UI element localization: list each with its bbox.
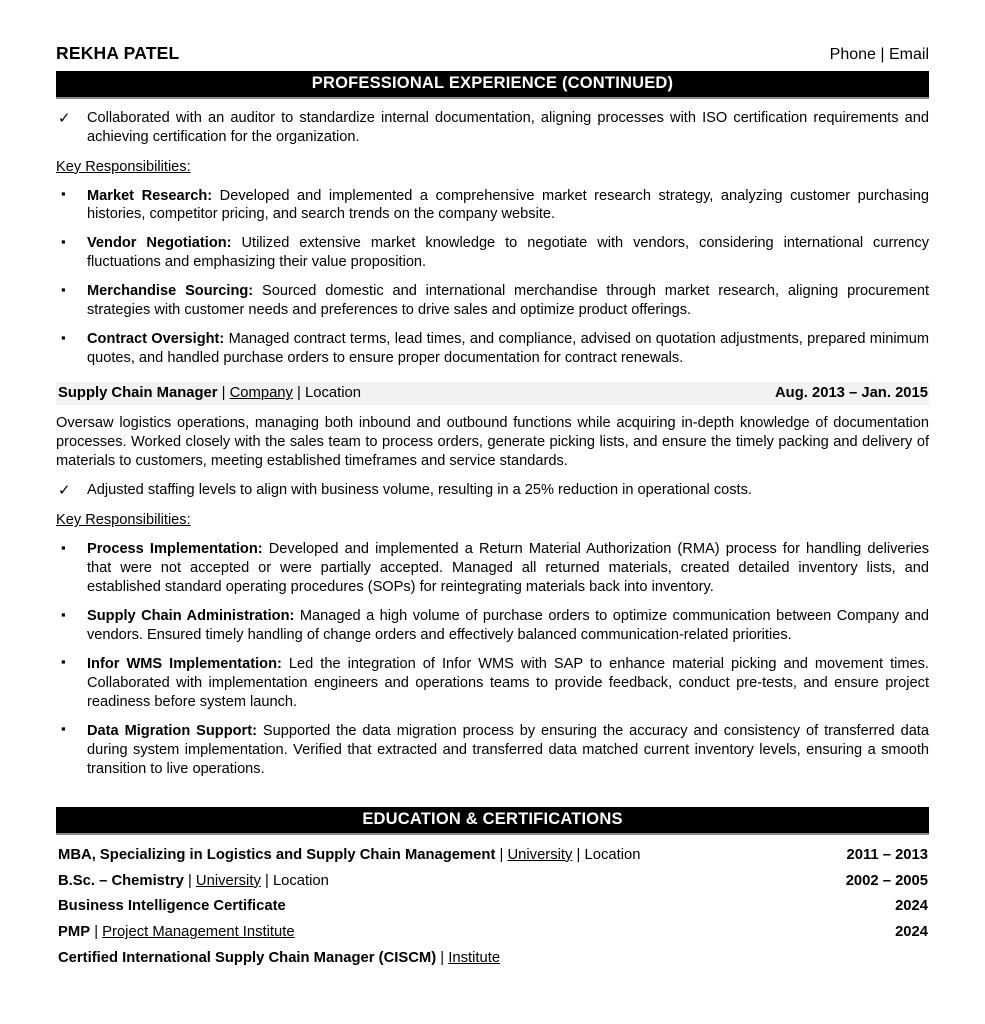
section-header-education-certifications: EDUCATION & CERTIFICATIONS [56,807,929,835]
responsibility-text: Managed a high volume of purchase orders to optimize communication between Company and vendors. Ensured timely handling of change orders and effectively balanced communication-related priorities. [87,608,929,643]
separator: | [436,949,449,966]
responsibility-label: Supply Chain Administration: [87,608,295,624]
education-entry-line [58,925,295,940]
resume-header [56,0,929,64]
education-list [56,842,929,971]
education-degree: Certified International Supply Chain Manager (CISCM) [58,949,437,966]
contact-line: Phone | Email [829,46,929,63]
square-bullet-icon: ▪ [61,233,66,249]
candidate-name: REKHA PATEL [56,43,180,63]
education-entry-line [58,848,640,863]
list-item [56,234,929,272]
section-spacer [56,779,929,807]
education-row [56,893,929,919]
job-location: Location [305,385,361,402]
responsibility-label: Vendor Negotiation: [87,235,232,252]
list-item [56,330,929,368]
key-responsibilities-heading: Key Responsibilities: [56,158,191,175]
responsibility-label: Data Migration Support: [87,722,257,739]
education-row [56,868,929,894]
responsibility-label: Process Implementation: [87,541,263,558]
separator: | [572,846,585,863]
responsibility-text: Supported the data migration process by ensuring the accuracy and consistency of transferred data during system implementation. Verified that extracted and transferred data matched current inventory levels, ensuring a smooth transition to live operations. [87,722,929,777]
responsibility-text: Led the integration of Infor WMS with SAP to enhance material picking and movement times. Collaborated with implementation engineers and operations teams to provide feedback, conduct pre-tests, and ensure project readiness before system launch. [87,655,929,710]
job-responsibility-list [56,540,929,779]
responsibility-text: Utilized extensive market knowledge to negotiate with vendors, considering international currency fluctuations and emphasizing their value proposition. [87,235,930,271]
education-entry-line [58,874,329,889]
education-degree: Business Intelligence Certificate [58,898,286,915]
separator: | [292,385,305,402]
job-achievement-list [56,481,929,500]
education-degree: B.Sc. – Chemistry [58,872,184,889]
education-entry-line [58,951,500,966]
job-title: Supply Chain Manager [58,385,218,402]
responsibility-label: Merchandise Sourcing: [87,283,254,300]
square-bullet-icon: ▪ [61,329,66,345]
education-row [56,919,929,945]
list-item [56,282,929,320]
responsibility-text: Sourced domestic and international merchandise through market research, aligning procurement strategies with customer needs and preferences to drive sales and optimize product offerings. [87,283,929,319]
experience-responsibility-list [56,187,929,369]
education-years: 2024 [895,898,928,915]
education-row [56,945,929,971]
education-location: Location [272,872,329,889]
list-item [56,481,929,500]
square-bullet-icon: ▪ [61,721,66,737]
education-degree: MBA, Specializing in Logistics and Supply Chain Management [58,846,496,863]
list-item [56,607,929,645]
list-item [56,187,929,225]
responsibility-label: Market Research: [87,187,213,204]
responsibility-text: Developed and implemented a Return Material Authorization (RMA) process for handling deliveries that were not accepted or were partially accepted. Managed all returned materials, created detailed inventory lists, and established standard operating procedures (SOPs) for reintegrating materials back into inventory. [87,541,930,596]
separator: | [260,872,273,889]
job-entry-title-line [58,383,361,404]
achievement-text: Adjusted staffing levels to align with business volume, resulting in a 25% reduction in operational costs. [87,482,752,499]
job-dates: Aug. 2013 – Jan. 2015 [775,385,928,402]
education-location: Location [584,846,641,863]
check-icon: ✓ [58,109,71,127]
check-icon: ✓ [58,482,71,500]
responsibility-label: Infor WMS Implementation: [87,655,282,672]
square-bullet-icon: ▪ [61,281,66,297]
achievement-text: Collaborated with an auditor to standardize internal documentation, aligning processes with ISO certification requirements and achieving certification for the organization. [87,109,929,145]
responsibility-text: Developed and implemented a comprehensive market research strategy, analyzing customer purchasing histories, competitor pricing, and search trends on the company website. [87,187,929,223]
list-item [56,655,929,712]
square-bullet-icon: ▪ [61,186,66,201]
square-bullet-icon: ▪ [61,539,66,555]
key-responsibilities-heading-wrap-2 [56,500,929,530]
education-institution: Project Management Institute [102,924,295,941]
section-header-professional-experience: PROFESSIONAL EXPERIENCE (CONTINUED) [56,71,929,99]
separator: | [217,385,230,402]
education-entry-line [58,899,286,914]
list-item [56,722,929,779]
separator: | [90,924,103,941]
education-institution: University [195,872,261,889]
education-years: 2011 – 2013 [846,846,928,863]
education-institution: Institute [448,949,501,966]
education-row [56,842,929,868]
job-company: Company [229,385,293,402]
education-institution: University [507,846,573,863]
separator: | [495,846,508,863]
education-years: 2002 – 2005 [845,872,928,889]
job-entry-header [56,382,929,405]
education-degree: PMP [58,924,91,941]
list-item [56,540,929,597]
key-responsibilities-heading: Key Responsibilities: [56,512,191,529]
responsibility-text: Managed contract terms, lead times, and compliance, advised on quotation adjustments, prepared minimum quotes, and handled purchase orders to ensure proper documentation for contract renewals. [87,331,929,367]
responsibility-label: Contract Oversight: [87,331,225,348]
square-bullet-icon: ▪ [61,606,66,622]
education-years: 2024 [895,924,928,941]
list-item [56,109,929,147]
job-summary: Oversaw logistics operations, managing both inbound and outbound functions while acquiring in-depth knowledge of documentation processes. Worked closely with the sales team to process orders, generate picking lists, and ensure the timely packing and delivery of materials to customers, meeting established timeframes and service standards. [56,415,929,470]
separator: | [183,872,196,889]
experience-achievement-list [56,109,929,147]
key-responsibilities-heading-wrap [56,147,929,177]
square-bullet-icon: ▪ [61,654,66,670]
